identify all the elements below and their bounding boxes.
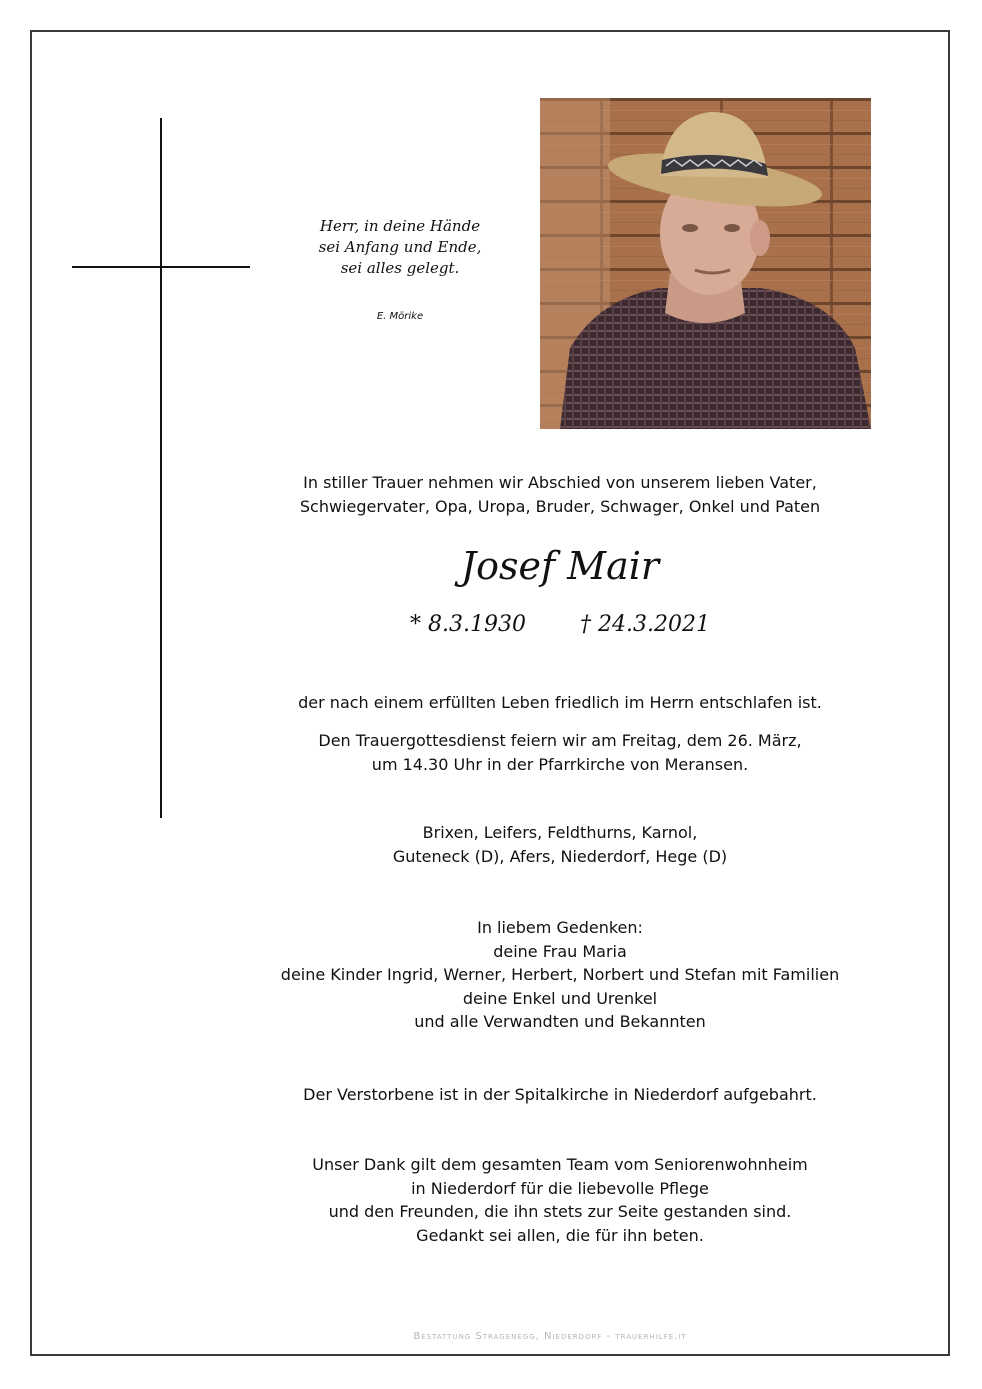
thanks-line: und den Freunden, die ihn stets zur Seite gestanden sind. — [328, 1202, 792, 1221]
laid-out-notice: Der Verstorbene ist in der Spitalkirche in Niederdorf aufgebahrt. — [303, 1085, 817, 1104]
intro-line: Schwiegervater, Opa, Uropa, Bruder, Schwager, Onkel und Paten — [299, 496, 821, 516]
quote-line: Herr, in deine Hände — [319, 217, 481, 235]
intro-text — [240, 471, 880, 518]
portrait-photo — [540, 98, 871, 429]
mourners-list — [240, 916, 880, 1034]
quote-line: sei Anfang und Ende, — [318, 238, 482, 256]
cross-horizontal-bar — [72, 266, 250, 268]
thanks-line: in Niederdorf für die liebevolle Pflege — [411, 1178, 709, 1198]
intro-line: In stiller Trauer nehmen wir Abschied von unserem lieben Vater, — [303, 473, 817, 492]
death-date: † 24.3.2021 — [580, 612, 710, 637]
places-line: Guteneck (D), Afers, Niederdorf, Hege (D) — [392, 846, 728, 866]
quote-author: E. Mörike — [376, 311, 424, 322]
thanks-line: Unser Dank gilt dem gesamten Team vom Seniorenwohnheim — [312, 1155, 808, 1174]
quote-line: sei alles gelegt. — [340, 259, 460, 277]
mourners-line: deine Kinder Ingrid, Werner, Herbert, Norbert und Stefan mit Familien — [280, 965, 840, 984]
thanks-line: Gedankt sei allen, die für ihn beten. — [416, 1225, 704, 1245]
places-list — [240, 821, 880, 868]
service-line: um 14.30 Uhr in der Pfarrkirche von Meransen. — [371, 754, 749, 774]
mourners-line: deine Frau Maria — [493, 941, 627, 961]
passing-text: der nach einem erfüllten Leben friedlich im Herrn entschlafen ist. — [298, 693, 822, 712]
service-info — [240, 729, 880, 776]
bible-quote — [290, 216, 510, 279]
life-dates — [340, 612, 780, 637]
deceased-name: Josef Mair — [460, 544, 660, 588]
mourners-line: deine Enkel und Urenkel — [462, 988, 658, 1008]
service-line: Den Trauergottesdienst feiern wir am Freitag, dem 26. März, — [318, 731, 802, 750]
footer-credit: Bestattung Stragenegg, Niederdorf - trauerhilfe.it — [413, 1331, 687, 1342]
thanks-text — [240, 1153, 880, 1247]
cross-vertical-bar — [160, 118, 162, 818]
mourners-line: und alle Verwandten und Bekannten — [414, 1012, 706, 1031]
places-line: Brixen, Leifers, Feldthurns, Karnol, — [422, 823, 698, 842]
birth-date: * 8.3.1930 — [410, 612, 526, 637]
mourners-heading: In liebem Gedenken: — [477, 918, 643, 937]
